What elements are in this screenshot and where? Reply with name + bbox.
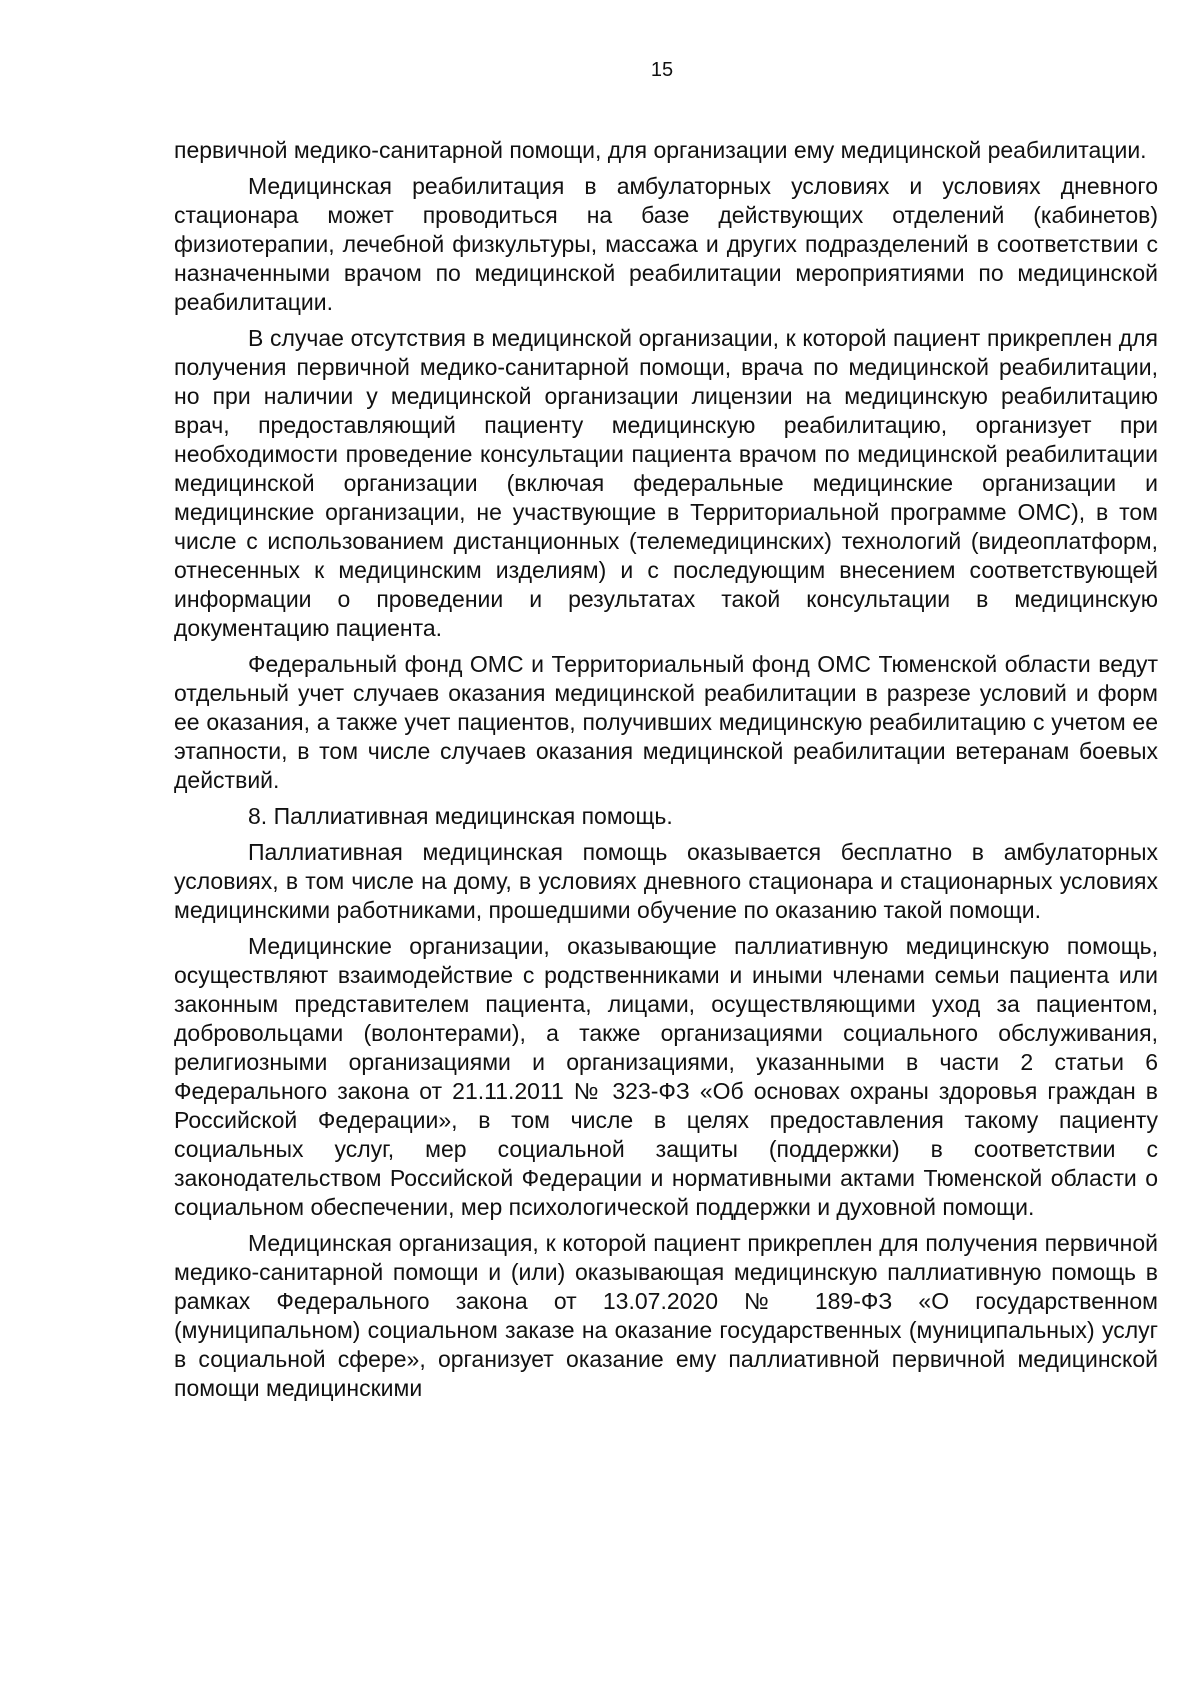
paragraph-palliative-organization: Медицинская организация, к которой пациент прикреплен для получения первичной медико-санитарной помощи и (или) оказывающая медицинскую паллиативную помощь в рамках Федерального закона от 13.07.2020 № 189-ФЗ «О государственном (муниципальном) социальном заказе на оказание государственных (муниципальных) услуг в социальной сфере», организует оказание ему паллиативной первичной медицинской помощи медицинскими (174, 1230, 1158, 1401)
paragraph-palliative-free: Паллиативная медицинская помощь оказывается бесплатно в амбулаторных условиях, в том числе на дому, в условиях дневного стационара и стационарных условиях медицинскими работниками, прошедшими обучение по оказанию такой помощи. (174, 839, 1158, 923)
paragraph-palliative-interaction: Медицинские организации, оказывающие паллиативную медицинскую помощь, осуществляют взаимодействие с родственниками и иными членами семьи пациента или законным представителем пациента, лицами, осуществляющими уход за пациентом, добровольцами (волонтерами), а также организациями социального обслуживания, религиозными организациями и организациями, указанными в части 2 статьи 6 Федерального закона от 21.11.2011 № 323-ФЗ «Об основах охраны здоровья граждан в Российской Федерации», в том числе в целях предоставления такому пациенту социальных услуг, мер социальной защиты (поддержки) в соответствии с законодательством Российской Федерации и нормативными актами Тюменской области о социальном обеспечении, мер психологической поддержки и духовной помощи. (174, 933, 1158, 1220)
paragraph-continuation: первичной медико-санитарной помощи, для организации ему медицинской реабилитации. (174, 137, 1147, 163)
page-number: 15 (650, 59, 674, 81)
paragraph-rehab-ambulatory: Медицинская реабилитация в амбулаторных условиях и условиях дневного стационара может проводиться на базе действующих отделений (кабинетов) физиотерапии, лечебной физкультуры, массажа и других подразделений в соответствии с назначенными врачом по медицинской реабилитации мероприятиями по медицинской реабилитации. (174, 173, 1158, 315)
section-heading-palliative: 8. Паллиативная медицинская помощь. (248, 803, 673, 829)
document-body (174, 136, 1158, 1410)
paragraph-rehab-accounting: Федеральный фонд ОМС и Территориальный фонд ОМС Тюменской области ведут отдельный учет случаев оказания медицинской реабилитации в разрезе условий и форм ее оказания, а также учет пациентов, получивших медицинскую реабилитацию с учетом ее этапности, в том числе случаев оказания медицинской реабилитации ветеранам боевых действий. (174, 651, 1158, 793)
paragraph-rehab-consultation: В случае отсутствия в медицинской организации, к которой пациент прикреплен для получения первичной медико-санитарной помощи, врача по медицинской реабилитации, но при наличии у медицинской организации лицензии на медицинскую реабилитацию врач, предоставляющий пациенту медицинскую реабилитацию, организует при необходимости проведение консультации пациента врачом по медицинской реабилитации медицинской организации (включая федеральные медицинские организации и медицинские организации, не участвующие в Территориальной программе ОМС), в том числе с использованием дистанционных (телемедицинских) технологий (видеоплатформ, отнесенных к медицинским изделиям) и с последующим внесением соответствующей информации о проведении и результатах такой консультации в медицинскую документацию пациента. (174, 325, 1158, 641)
